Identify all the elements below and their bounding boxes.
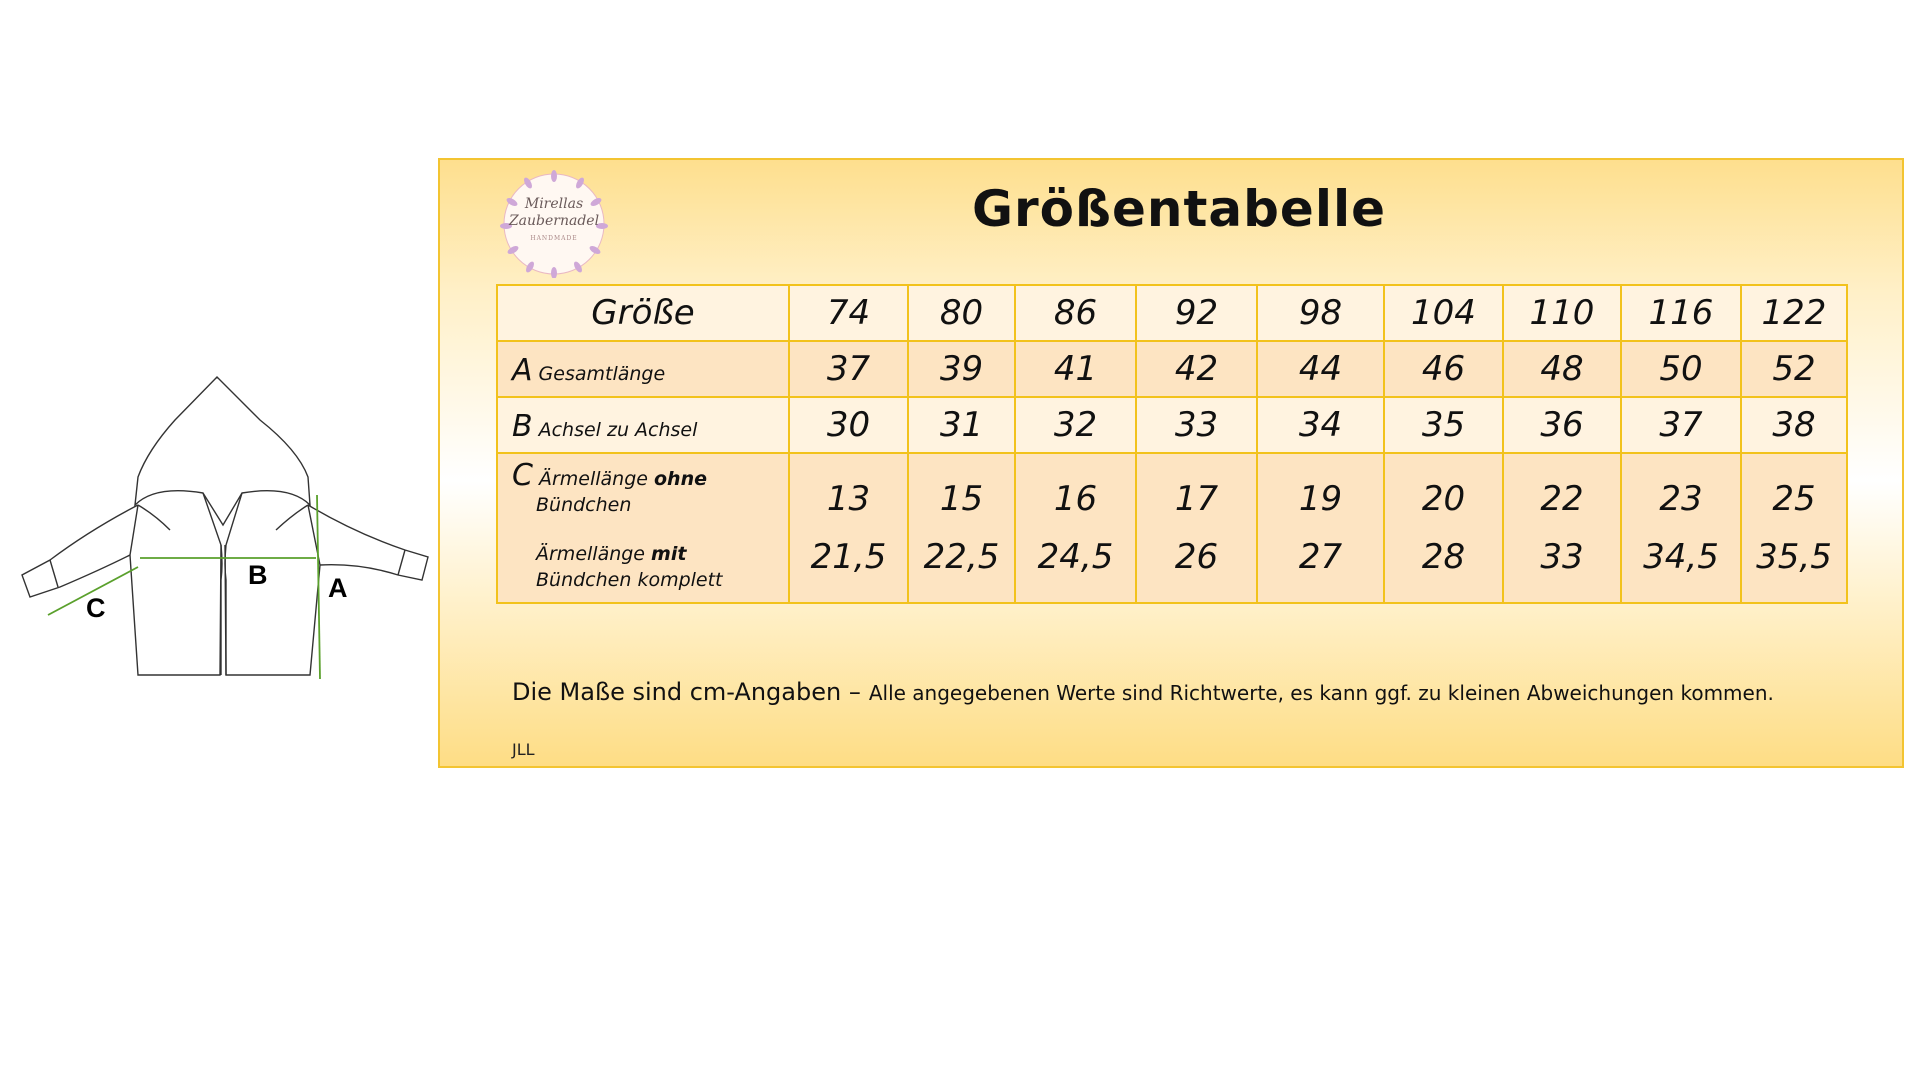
size-cell: 104 — [1384, 285, 1503, 341]
size-cell: 122 — [1741, 285, 1847, 341]
table-row-b — [497, 397, 1847, 453]
row-c-ohne-line2: Bündchen — [536, 494, 632, 516]
value-ohne: 13 — [826, 479, 871, 519]
value-ohne: 22 — [1540, 479, 1584, 519]
value-cell-pair — [1741, 453, 1847, 603]
size-cell: 110 — [1503, 285, 1621, 341]
header-size-label: Größe — [497, 285, 789, 341]
size-chart-panel — [438, 158, 1904, 768]
value-ohne: 15 — [939, 479, 984, 519]
value-cell: 31 — [908, 397, 1015, 453]
size-cell: 86 — [1015, 285, 1136, 341]
value-cell-pair — [789, 453, 908, 603]
dim-label-b: B — [248, 560, 268, 590]
value-cell: 48 — [1503, 341, 1621, 397]
value-cell: 38 — [1741, 397, 1847, 453]
row-c-label — [497, 453, 789, 603]
value-cell: 52 — [1741, 341, 1847, 397]
credit-initials: JLL — [512, 740, 535, 759]
value-mit: 26 — [1174, 537, 1219, 577]
value-ohne: 23 — [1659, 479, 1703, 519]
value-cell: 37 — [1621, 397, 1741, 453]
value-mit: 35,5 — [1756, 537, 1832, 577]
logo-line2: Zaubernadel — [508, 213, 600, 229]
table-row-a — [497, 341, 1847, 397]
row-a-name: Gesamtlänge — [538, 363, 666, 385]
value-cell: 35 — [1384, 397, 1503, 453]
value-mit: 24,5 — [1037, 537, 1114, 577]
value-mit: 22,5 — [923, 537, 1000, 577]
dim-label-c: C — [86, 593, 106, 623]
value-ohne: 20 — [1421, 479, 1466, 519]
size-cell: 92 — [1136, 285, 1257, 341]
jacket-illustration — [10, 365, 450, 685]
value-ohne: 25 — [1772, 479, 1816, 519]
value-mit: 28 — [1421, 537, 1466, 577]
note-detail: Alle angegebenen Werte sind Richtwerte, es kann ggf. zu kleinen Abweichungen kommen. — [868, 681, 1774, 705]
row-a-label — [497, 341, 789, 397]
value-cell: 30 — [789, 397, 908, 453]
size-cell: 74 — [789, 285, 908, 341]
value-mit: 27 — [1298, 537, 1343, 577]
value-cell: 39 — [908, 341, 1015, 397]
value-cell: 32 — [1015, 397, 1136, 453]
value-cell: 37 — [789, 341, 908, 397]
logo-line3: HANDMADE — [530, 235, 578, 242]
value-ohne: 19 — [1298, 479, 1343, 519]
value-cell-pair — [1257, 453, 1384, 603]
value-cell: 50 — [1621, 341, 1741, 397]
value-cell-pair — [908, 453, 1015, 603]
row-c-mit-prefix: Ärmellänge — [536, 543, 645, 565]
value-mit: 34,5 — [1643, 537, 1719, 577]
value-ohne: 16 — [1053, 479, 1098, 519]
logo-line1: Mirellas — [524, 196, 584, 212]
value-ohne: 17 — [1174, 479, 1219, 519]
table-header-row — [497, 285, 1847, 341]
value-cell: 46 — [1384, 341, 1503, 397]
value-cell-pair — [1384, 453, 1503, 603]
row-b-letter: B — [512, 409, 533, 444]
value-cell: 42 — [1136, 341, 1257, 397]
value-cell: 44 — [1257, 341, 1384, 397]
value-cell: 41 — [1015, 341, 1136, 397]
value-cell-pair — [1136, 453, 1257, 603]
value-cell: 36 — [1503, 397, 1621, 453]
size-cell: 116 — [1621, 285, 1741, 341]
size-cell: 80 — [908, 285, 1015, 341]
note-main: Die Maße sind cm-Angaben – — [512, 678, 861, 706]
row-b-label — [497, 397, 789, 453]
size-cell: 98 — [1257, 285, 1384, 341]
row-c-mit-line2: Bündchen komplett — [536, 569, 723, 591]
dim-label-a: A — [328, 573, 348, 603]
jacket-diagram — [10, 365, 450, 685]
row-c-ohne-bold: ohne — [654, 468, 707, 490]
value-mit: 33 — [1540, 537, 1584, 577]
value-cell: 34 — [1257, 397, 1384, 453]
row-c-mit-bold: mit — [651, 543, 687, 565]
value-cell-pair — [1621, 453, 1741, 603]
row-b-name: Achsel zu Achsel — [538, 419, 698, 441]
value-cell-pair — [1015, 453, 1136, 603]
row-c-ohne-prefix: Ärmellänge — [538, 468, 648, 490]
value-cell: 33 — [1136, 397, 1257, 453]
row-a-letter: A — [512, 353, 533, 388]
page-title: Größentabelle — [971, 180, 1387, 238]
value-mit: 21,5 — [810, 537, 887, 577]
value-cell-pair — [1503, 453, 1621, 603]
row-c-letter: C — [512, 458, 533, 493]
measurement-note — [512, 678, 1774, 706]
size-table — [496, 284, 1848, 604]
table-row-c — [497, 453, 1847, 603]
